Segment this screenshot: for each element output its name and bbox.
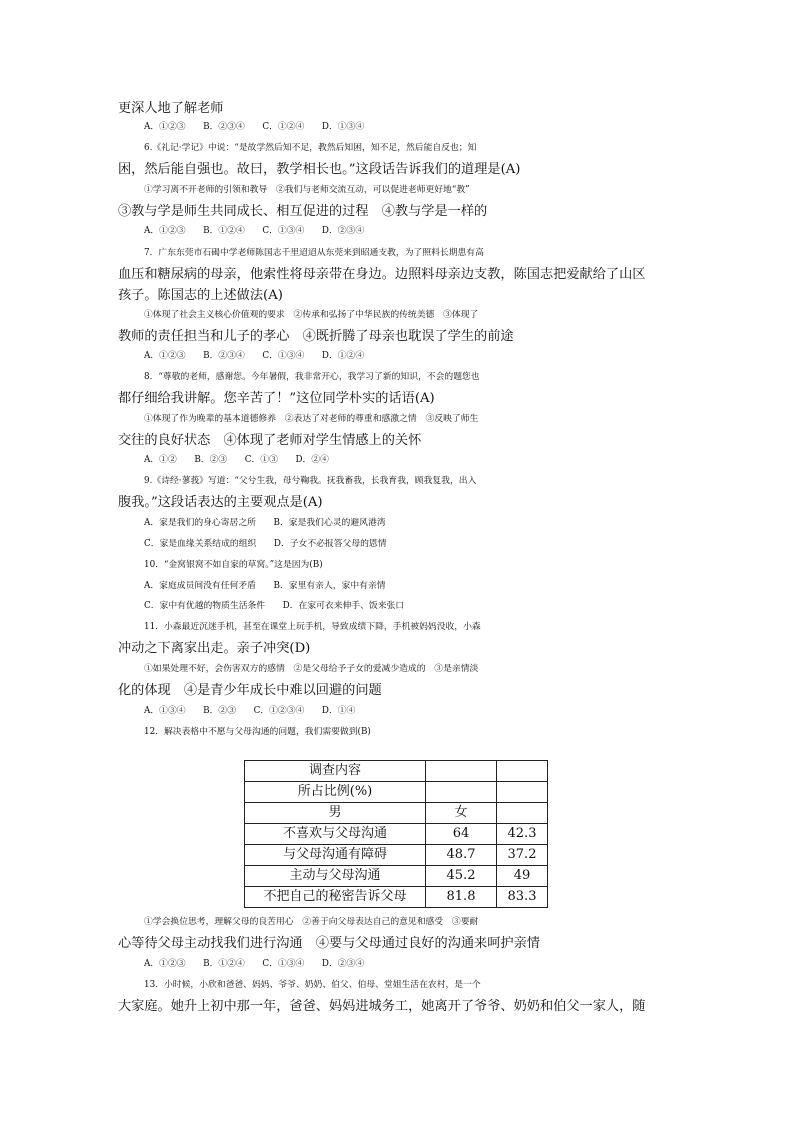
text-line: 化的体现 ④是青少年成长中难以回避的问题 [118,683,382,698]
answer-options: A．①② B．②③ C．①③ D．②④ [144,455,329,465]
answer-options: A．①②③ B．②③④ C．①③④ D．①②④ [144,351,365,361]
text-line: ③教与学是师生共同成长、相互促进的过程 ④教与学是一样的 [118,204,488,219]
table-row [245,803,548,824]
question-6: 6.《礼记·学记》中说：“是故学然后知不足，教然后知困，知不足，然后能自反也；知 [144,143,477,153]
question-7: 7．广东东莞市石碣中学老师陈国志千里迢迢从东莞来到昭通支教，为了照料长期患有高 [144,248,484,258]
table-cell: 83.3 [497,887,548,908]
question-11: 11．小森最近沉迷手机，甚至在课堂上玩手机，导致成绩下降，手机被妈妈没收，小森 [144,622,481,632]
text-line: 腹我。”这段话表达的主要观点是(A) [118,495,323,510]
answer-options: A．①②③ B．①②④ C．①③④ D．②③④ [144,959,365,969]
text-line: 孩子。陈国志的上述做法(A) [118,288,283,303]
text-line: 都仔细给我讲解。您辛苦了！”这位同学朴实的话语(A) [118,391,435,406]
text-line: 困，然后能自强也。故曰，教学相长也。”这段话告诉我们的道理是(A) [118,162,521,177]
text-line: 血压和糖尿病的母亲，他索性将母亲带在身边。边照料母亲边支教，陈国志把爱献给了山区 [118,267,646,282]
table-row [245,887,548,908]
answer-options: A．家庭成员间没有任何矛盾 B．家里有亲人，家中有亲情 [144,581,386,591]
text-line: ①体现了社会主义核心价值观的要求 ②传承和弘扬了中华民族的传统美德 ③体现了 [144,310,479,320]
answer-options: C．家中有优越的物质生活条件 D．在家可衣来伸手、饭来张口 [144,601,405,611]
text-line: 更深人地了解老师 [118,101,224,116]
text-line: 冲动之下离家出走。亲子冲突(D) [118,641,311,656]
question-9: 9.《诗经·蓼莪》写道：“父兮生我，母兮鞠我。抚我畜我，长我育我，顾我复我，出入 [144,476,477,486]
table-header-cell: 调查内容 [245,761,426,782]
table-cell: 37.2 [497,845,548,866]
table-row [245,761,548,782]
table-header-cell: 所占比例(%) [245,782,426,803]
text-line: ①如果处理不好，会伤害双方的感情 ②是父母给予子女的爱减少造成的 ③是亲情淡 [144,664,479,674]
table-cell: 45.2 [426,866,497,887]
table-header-cell: 女 [426,803,497,824]
text-line: ①体现了作为晚辈的基本道德修养 ②表达了对老师的尊重和感激之情 ③反映了师生 [144,414,479,424]
table-row [245,866,548,887]
table-header-cell: 男 [245,803,426,824]
table-row [245,824,548,845]
table-cell: 42.3 [497,824,548,845]
table-cell: 不喜欢与父母沟通 [245,824,426,845]
text-line: 教师的责任担当和儿子的孝心 ④既折腾了母亲也耽误了学生的前途 [118,329,514,344]
text-line: ①学习离不开老师的引领和教导 ②我们与老师交流互动，可以促进老师更好地“教” [144,185,470,195]
table-cell: 48.7 [426,845,497,866]
text-line: 交往的良好状态 ④体现了老师对学生情感上的关怀 [118,433,422,448]
survey-table [244,760,548,908]
answer-options: A．家是我们的身心寄居之所 B．家是我们心灵的避风港湾 [144,518,386,528]
text-line: 大家庭。她升上初中那一年，爸爸、妈妈进城务工，她离开了爷爷、奶奶和伯父一家人，随 [118,999,646,1014]
table-cell: 81.8 [426,887,497,908]
answer-options: A．①③④ B．②③ C．①②③④ D．①④ [144,706,356,716]
table-cell [426,761,497,782]
table-cell: 64 [426,824,497,845]
table-cell: 不把自己的秘密告诉父母 [245,887,426,908]
answer-options: A．①②③ B．②③④ C．①②④ D．①③④ [144,122,365,132]
question-8: 8．“尊敬的老师，感谢您。今年暑假，我非常开心，我学习了新的知识，不会的题您也 [144,372,480,382]
table-cell [426,782,497,803]
answer-options: A．①②③ B．①②④ C．①③④ D．②③④ [144,226,365,236]
table-cell [497,803,548,824]
table-cell: 主动与父母沟通 [245,866,426,887]
table-cell: 与父母沟通有障碍 [245,845,426,866]
table-row [245,845,548,866]
answer-options: C．家是血缘关系结成的组织 D．子女不必报答父母的恩情 [144,539,387,549]
question-13: 13．小时候，小欣和爸爸、妈妈、爷爷、奶奶、伯父、伯母、堂姐生活在农村，是一个 [144,980,481,990]
question-10: 10．“金窝银窝不如自家的草窝。”这是因为(B) [144,560,323,570]
text-line: ①学会换位思考，理解父母的良苦用心 ②善于向父母表达自己的意见和感受 ③要耐 [144,917,479,927]
table-cell: 49 [497,866,548,887]
table-row [245,782,548,803]
table-cell [497,761,548,782]
table-cell [497,782,548,803]
question-12: 12．解决表格中不愿与父母沟通的问题，我们需要做到(B) [144,727,371,737]
text-line: 心等待父母主动找我们进行沟通 ④要与父母通过良好的沟通来呵护亲情 [118,936,540,951]
